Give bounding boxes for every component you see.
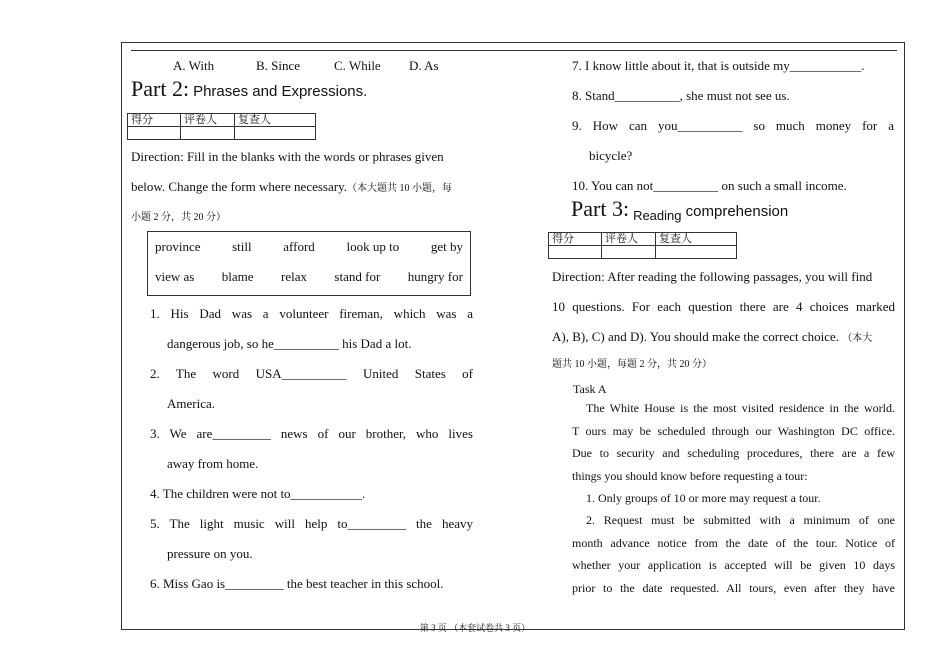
choice-c: C. While [334,58,381,73]
score-cell [549,246,602,259]
part2-direction-note: （本大题共 10 小题，每 [346,183,452,194]
question-9-line2: bicycle? [589,148,633,163]
part3-direction-note: （本大 [842,333,873,344]
question-6: 6. Miss Gao is_________ the best teacher in this school. [150,576,444,591]
page-footer: 第 3 页 （本套试卷共 3 页） [419,623,531,633]
passage-line: whether your application is accepted will be given 10 days [572,558,895,572]
choice-a: A. With [173,58,215,73]
word-blame: blame [221,269,254,284]
part2-direction-text: below. Change the form where necessary. [131,179,347,194]
word-stand-for: stand for [334,269,381,284]
question-2-line1: 2. The word USA__________ United States of [150,366,473,381]
score-table-part3 [548,232,737,259]
passage-line: T ours may be scheduled through our Washington DC office. [572,424,895,438]
part3-direction-line2: 10 questions. For each question there are 4 choices marked [552,299,895,314]
grader-cell [181,127,235,140]
word-bank-row1 [155,239,463,255]
part2-direction-line2 [131,179,452,195]
question-2-line2: America. [167,396,216,411]
question-3-line2: away from home. [167,456,259,471]
part3-direction-line3 [552,329,872,345]
question-4: 4. The children were not to___________. [150,486,366,501]
question-1-line1: 1. His Dad was a volunteer fireman, which was a [150,306,473,321]
grader-header: 评卷人 [181,114,235,127]
question-1-line2: dangerous job, so he__________ his Dad a lot. [167,336,412,351]
question-5-line2: pressure on you. [167,546,253,561]
word-look-up-to: look up to [346,239,400,254]
question-3-line1: 3. We are_________ news of our brother, who lives [150,426,473,441]
passage-line: month advance notice from the date of the tour. Notice of [572,536,895,550]
part2-direction-line1: Direction: Fill in the blanks with the words or phrases given [131,149,444,164]
score-header: 得分 [128,114,181,127]
part2-heading [131,76,367,102]
score-header: 得分 [549,233,602,246]
top-rule [131,50,897,51]
part2-direction-line3: 小题 2 分，共 20 分） [131,212,226,223]
grader-cell [602,246,656,259]
word-relax: relax [281,269,307,284]
question-9-line1: 9. How can you__________ so much money for a [572,118,894,133]
part3-number: Part 3: [571,196,630,221]
part3-title-sub: Reading [633,208,682,223]
part2-number: Part 2: [131,76,190,101]
passage-line: prior to the date requested. All tours, even after they have [572,581,895,595]
passage-line: 1. Only groups of 10 or more may request a tour. [586,491,821,505]
word-afford: afford [283,239,315,254]
reviewer-header: 复查人 [235,114,316,127]
part3-direction-line1: Direction: After reading the following passages, you will find [552,269,873,284]
task-a-label: Task A [573,382,607,396]
question-8: 8. Stand__________, she must not see us. [572,88,790,103]
word-bank-box [147,231,471,296]
passage-line: The White House is the most visited residence in the world. [586,401,895,415]
part3-title-rest: comprehension [681,203,789,220]
reviewer-header: 复查人 [656,233,737,246]
word-get-by: get by [430,239,463,254]
question-10: 10. You can not__________ on such a small income. [572,178,847,193]
passage-line: Due to security and scheduling procedures, there are a few [572,446,895,460]
choice-d: D. As [409,58,439,73]
part3-direction-text: A), B), C) and D). You should make the correct choice. [552,329,840,344]
word-still: still [232,239,252,254]
word-hungry-for: hungry for [407,269,463,284]
reviewer-cell [656,246,737,259]
choice-b: B. Since [256,58,301,73]
part2-title: Phrases and Expressions. [193,83,368,100]
passage-line: 2. Request must be submitted with a minimum of one [586,513,895,527]
score-cell [128,127,181,140]
grader-header: 评卷人 [602,233,656,246]
word-bank-row2 [155,269,463,285]
part3-direction-line4: 题共 10 小题，每题 2 分，共 20 分） [552,359,712,370]
reviewer-cell [235,127,316,140]
question-7: 7. I know little about it, that is outside my___________. [572,58,865,73]
score-table-part2 [127,113,316,140]
part3-heading [571,196,788,223]
question-5-line1: 5. The light music will help to_________ the heavy [150,516,473,531]
passage-line: things you should know before requesting a tour: [572,469,808,483]
word-province: province [155,239,201,254]
word-view-as: view as [155,269,195,284]
